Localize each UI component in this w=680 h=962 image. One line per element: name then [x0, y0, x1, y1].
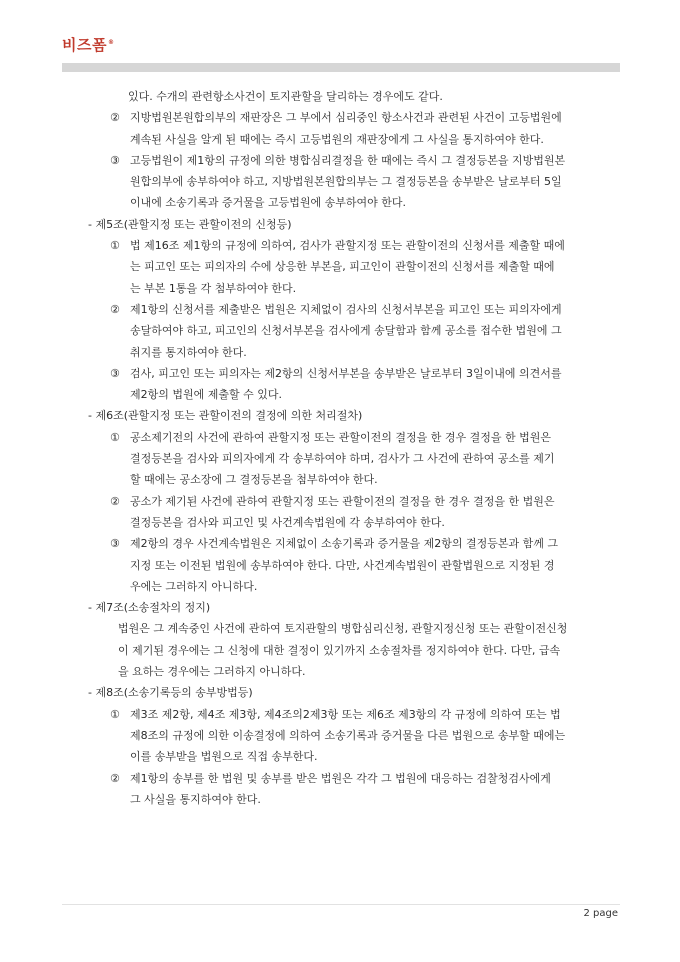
text-line: 이내에 소송기록과 증거물을 고등법원에 송부하여야 한다.	[130, 196, 407, 210]
clause-text	[130, 299, 618, 363]
header-bar	[62, 63, 620, 72]
clause-item	[88, 235, 618, 299]
clause-item	[88, 107, 618, 150]
continued-text: 있다. 수개의 관련항소사건이 토지관할을 달리하는 경우에도 같다.	[128, 90, 443, 103]
logo: 비즈폼®	[62, 36, 115, 54]
clause-number: ②	[110, 111, 120, 125]
clause-number: ①	[110, 430, 120, 444]
clause-item	[88, 704, 618, 768]
text-line: 취지를 통지하여야 한다.	[130, 345, 247, 359]
clause-text	[130, 768, 618, 811]
clause-text	[130, 533, 618, 597]
clause-item	[88, 363, 618, 406]
text-line: 법원은 그 계속중인 사건에 관하여 토지관할의 병합심리신청, 관할지정신청 또는 관할이전신청	[118, 622, 568, 636]
page-number: 2 page	[583, 908, 618, 919]
text-line: 지방법원본원합의부의 재판장은 그 부에서 심리중인 항소사건과 관련된 사건이 고등법원에	[130, 111, 562, 125]
clause-item	[88, 299, 618, 363]
text-line: 그 사실을 통지하여야 한다.	[130, 792, 261, 806]
text-line: 제1항의 송부를 한 법원 및 송부를 받은 법원은 각각 그 법원에 대응하는 검찰청검사에게	[130, 771, 551, 785]
text-line: 우에는 그러하지 아니하다.	[130, 579, 258, 593]
text-line: 이를 송부받을 법원으로 직접 송부한다.	[130, 750, 318, 764]
clause-number: ②	[110, 494, 120, 508]
clause-number: ①	[110, 707, 120, 721]
clause-number: ②	[110, 302, 120, 316]
document-body	[88, 86, 618, 810]
clause-item	[88, 427, 618, 491]
footer-divider	[62, 904, 620, 905]
text-line: 계속된 사실을 알게 된 때에는 즉시 고등법원의 재판장에게 그 사실을 통지하여야 한다.	[130, 132, 544, 146]
text-line: 는 피고인 또는 피의자의 수에 상응한 부본을, 피고인이 관할이전의 신청서를 제출할 때에	[130, 260, 555, 274]
text-line: 제2항의 경우 사건계속법원은 지체없이 소송기록과 증거물을 제2항의 결정등본과 함께 그	[130, 537, 558, 551]
article-paragraph	[88, 618, 618, 682]
registered-mark: ®	[107, 39, 115, 46]
clause-item	[88, 150, 618, 214]
article-heading: - 제8조(소송기록등의 송부방법등)	[88, 686, 253, 700]
clause-text	[130, 150, 618, 214]
clause-item	[88, 491, 618, 534]
text-line: 을 요하는 경우에는 그러하지 아니하다.	[118, 665, 306, 679]
clause-number: ③	[110, 537, 120, 551]
text-line: 제1항의 신청서를 제출받은 법원은 지체없이 검사의 신청서부본을 피고인 또는 피의자에게	[130, 302, 562, 316]
clause-item	[88, 533, 618, 597]
text-line: 할 때에는 공소장에 그 결정등본을 첨부하여야 한다.	[130, 473, 378, 487]
article-heading: - 제7조(소송절차의 정지)	[88, 601, 211, 615]
clause-number: ①	[110, 239, 120, 253]
text-line: 지정 또는 이전된 법원에 송부하여야 한다. 다만, 사건계속법원이 관할법원으로 지정된 경	[130, 558, 555, 572]
text-line: 결정등본을 검사와 피의자에게 각 송부하여야 하며, 검사가 그 사건에 관하여 공소를 제기	[130, 452, 555, 466]
clause-text	[130, 491, 618, 534]
text-line: 법 제16조 제1항의 규정에 의하여, 검사가 관할지정 또는 관할이전의 신청서를 제출할 때에	[130, 239, 565, 253]
text-line: 공소제기전의 사건에 관하여 관할지정 또는 관할이전의 결정을 한 경우 결정을 한 법원은	[130, 430, 551, 444]
text-line: 공소가 제기된 사건에 관하여 관할지정 또는 관할이전의 결정을 한 경우 결정을 한 법원은	[130, 494, 555, 508]
text-line: 검사, 피고인 또는 피의자는 제2항의 신청서부본을 송부받은 날로부터 3일이내에 의견서를	[130, 366, 562, 380]
article-heading: - 제5조(관할지정 또는 관할이전의 신청등)	[88, 217, 292, 231]
clause-text	[130, 704, 618, 768]
text-line: 원합의부에 송부하여야 하고, 지방법원본원합의부는 그 결정등본을 송부받은 날로부터 5일	[130, 175, 562, 189]
text-line: 고등법원이 제1항의 규정에 의한 병합심리결정을 한 때에는 즉시 그 결정등본을 지방법원본	[130, 153, 566, 167]
text-line: 제2항의 법원에 제출할 수 있다.	[130, 388, 282, 402]
clause-text	[130, 363, 618, 406]
article-heading: - 제6조(관할지정 또는 관할이전의 결정에 의한 처리절차)	[88, 409, 363, 423]
text-line: 결정등본을 검사와 피고인 및 사건계속법원에 각 송부하여야 한다.	[130, 515, 445, 529]
text-line: 제8조의 규정에 의한 이송결정에 의하여 소송기록과 증거물을 다른 법원으로 송부할 때에는	[130, 728, 566, 742]
text-line: 송달하여야 하고, 피고인의 신청서부본을 검사에게 송달함과 함께 공소를 접수한 법원에 그	[130, 324, 562, 338]
text-line: 이 제기된 경우에는 그 신청에 대한 결정이 있기까지 소송절차를 정지하여야 한다. 다만, 급속	[118, 643, 561, 657]
clause-number: ③	[110, 366, 120, 380]
clause-text	[130, 427, 618, 491]
clause-text	[130, 235, 618, 299]
text-line: 는 부본 1통을 각 첨부하여야 한다.	[130, 281, 297, 295]
text-line: 제3조 제2항, 제4조 제3항, 제4조의2제3항 또는 제6조 제3항의 각 규정에 의하여 또는 법	[130, 707, 561, 721]
clause-number: ②	[110, 771, 120, 785]
clause-text	[130, 107, 618, 150]
clause-number: ③	[110, 153, 120, 167]
clause-item	[88, 768, 618, 811]
